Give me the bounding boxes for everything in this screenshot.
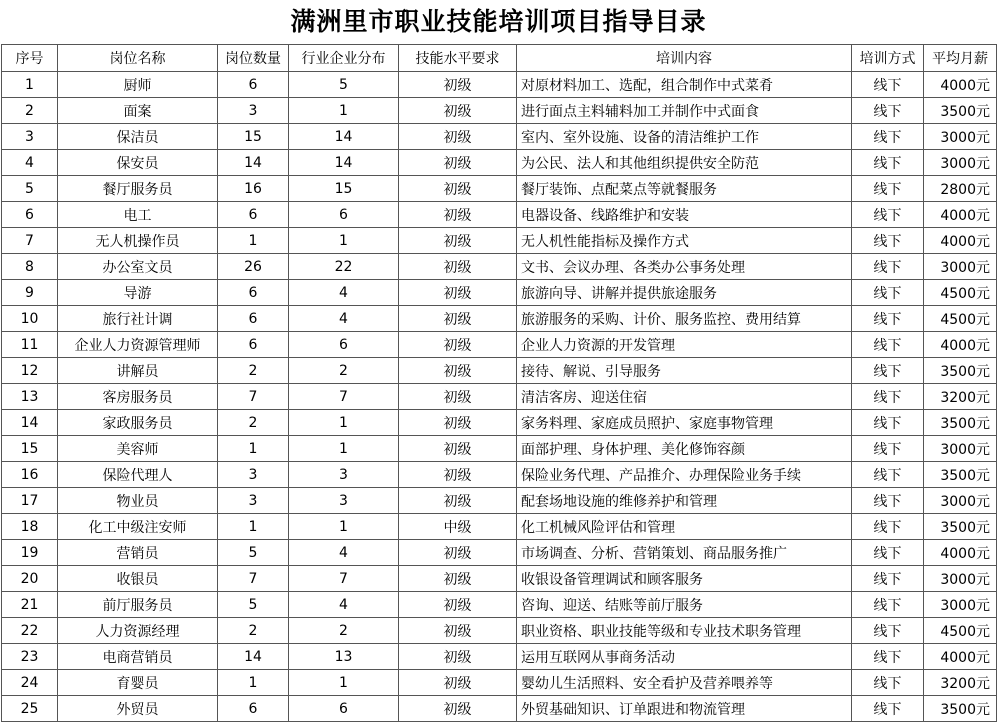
cell-skill-level: 初级	[399, 202, 517, 228]
cell-index: 4	[2, 150, 58, 176]
cell-index: 15	[2, 436, 58, 462]
cell-content: 配套场地设施的维修养护和管理	[517, 488, 852, 514]
cell-distribution: 2	[289, 358, 399, 384]
cell-index: 8	[2, 254, 58, 280]
cell-distribution: 4	[289, 592, 399, 618]
cell-salary: 3200元	[924, 384, 997, 410]
cell-count: 5	[218, 592, 289, 618]
cell-index: 22	[2, 618, 58, 644]
cell-index: 1	[2, 72, 58, 98]
cell-content: 咨询、迎送、结账等前厅服务	[517, 592, 852, 618]
cell-skill-level: 初级	[399, 332, 517, 358]
cell-position: 保洁员	[58, 124, 218, 150]
cell-content: 清洁客房、迎送住宿	[517, 384, 852, 410]
cell-method: 线下	[852, 228, 924, 254]
cell-skill-level: 初级	[399, 254, 517, 280]
table-row	[2, 280, 997, 306]
table-row	[2, 540, 997, 566]
cell-count: 14	[218, 150, 289, 176]
cell-index: 10	[2, 306, 58, 332]
cell-distribution: 15	[289, 176, 399, 202]
cell-skill-level: 初级	[399, 618, 517, 644]
cell-index: 17	[2, 488, 58, 514]
cell-distribution: 4	[289, 540, 399, 566]
cell-count: 6	[218, 306, 289, 332]
cell-count: 6	[218, 280, 289, 306]
cell-salary: 3000元	[924, 566, 997, 592]
cell-distribution: 22	[289, 254, 399, 280]
table-row	[2, 306, 997, 332]
cell-content: 对原材料加工、选配，组合制作中式菜肴	[517, 72, 852, 98]
cell-distribution: 14	[289, 150, 399, 176]
cell-skill-level: 初级	[399, 592, 517, 618]
cell-index: 5	[2, 176, 58, 202]
table-row	[2, 410, 997, 436]
table-row	[2, 358, 997, 384]
cell-skill-level: 初级	[399, 644, 517, 670]
cell-content: 企业人力资源的开发管理	[517, 332, 852, 358]
cell-content: 无人机性能指标及操作方式	[517, 228, 852, 254]
cell-method: 线下	[852, 306, 924, 332]
cell-position: 外贸员	[58, 696, 218, 722]
cell-skill-level: 初级	[399, 150, 517, 176]
cell-distribution: 1	[289, 98, 399, 124]
cell-index: 7	[2, 228, 58, 254]
cell-method: 线下	[852, 150, 924, 176]
cell-skill-level: 初级	[399, 72, 517, 98]
cell-count: 1	[218, 514, 289, 540]
cell-position: 营销员	[58, 540, 218, 566]
cell-salary: 3000元	[924, 254, 997, 280]
cell-distribution: 6	[289, 332, 399, 358]
cell-method: 线下	[852, 280, 924, 306]
cell-content: 运用互联网从事商务活动	[517, 644, 852, 670]
table-row	[2, 98, 997, 124]
table-row	[2, 462, 997, 488]
table-row	[2, 176, 997, 202]
cell-salary: 3000元	[924, 124, 997, 150]
cell-position: 电商营销员	[58, 644, 218, 670]
cell-position: 厨师	[58, 72, 218, 98]
table-row	[2, 202, 997, 228]
cell-index: 9	[2, 280, 58, 306]
cell-count: 14	[218, 644, 289, 670]
cell-position: 电工	[58, 202, 218, 228]
cell-count: 3	[218, 462, 289, 488]
cell-count: 16	[218, 176, 289, 202]
cell-method: 线下	[852, 98, 924, 124]
cell-method: 线下	[852, 436, 924, 462]
cell-method: 线下	[852, 696, 924, 722]
cell-salary: 3500元	[924, 98, 997, 124]
cell-distribution: 3	[289, 462, 399, 488]
cell-skill-level: 初级	[399, 488, 517, 514]
cell-count: 2	[218, 410, 289, 436]
cell-skill-level: 初级	[399, 98, 517, 124]
cell-content: 电器设备、线路维护和安装	[517, 202, 852, 228]
cell-count: 26	[218, 254, 289, 280]
cell-method: 线下	[852, 358, 924, 384]
cell-position: 无人机操作员	[58, 228, 218, 254]
table-row	[2, 488, 997, 514]
cell-position: 保安员	[58, 150, 218, 176]
cell-content: 旅游服务的采购、计价、服务监控、费用结算	[517, 306, 852, 332]
cell-index: 19	[2, 540, 58, 566]
header-row	[2, 45, 997, 72]
cell-salary: 4000元	[924, 540, 997, 566]
table-row	[2, 696, 997, 722]
cell-count: 1	[218, 436, 289, 462]
cell-index: 2	[2, 98, 58, 124]
cell-distribution: 13	[289, 644, 399, 670]
training-table	[1, 44, 997, 722]
cell-count: 15	[218, 124, 289, 150]
cell-salary: 3500元	[924, 358, 997, 384]
cell-skill-level: 初级	[399, 306, 517, 332]
cell-position: 餐厅服务员	[58, 176, 218, 202]
cell-count: 6	[218, 332, 289, 358]
cell-skill-level: 初级	[399, 384, 517, 410]
cell-method: 线下	[852, 670, 924, 696]
cell-count: 6	[218, 72, 289, 98]
table-row	[2, 618, 997, 644]
cell-salary: 4500元	[924, 618, 997, 644]
cell-salary: 4000元	[924, 72, 997, 98]
cell-index: 13	[2, 384, 58, 410]
cell-skill-level: 初级	[399, 462, 517, 488]
cell-distribution: 2	[289, 618, 399, 644]
header-distribution: 行业企业分布	[289, 45, 399, 72]
cell-salary: 4000元	[924, 644, 997, 670]
cell-method: 线下	[852, 514, 924, 540]
cell-content: 化工机械风险评估和管理	[517, 514, 852, 540]
cell-index: 3	[2, 124, 58, 150]
cell-content: 接待、解说、引导服务	[517, 358, 852, 384]
table-row	[2, 566, 997, 592]
table-row	[2, 592, 997, 618]
cell-distribution: 7	[289, 566, 399, 592]
cell-salary: 2800元	[924, 176, 997, 202]
cell-content: 餐厅装饰、点配菜点等就餐服务	[517, 176, 852, 202]
cell-skill-level: 初级	[399, 436, 517, 462]
cell-distribution: 4	[289, 306, 399, 332]
cell-position: 办公室文员	[58, 254, 218, 280]
cell-distribution: 1	[289, 410, 399, 436]
header-method: 培训方式	[852, 45, 924, 72]
cell-method: 线下	[852, 384, 924, 410]
cell-content: 文书、会议办理、各类办公事务处理	[517, 254, 852, 280]
cell-index: 18	[2, 514, 58, 540]
cell-method: 线下	[852, 462, 924, 488]
table-row	[2, 228, 997, 254]
cell-distribution: 6	[289, 696, 399, 722]
cell-count: 3	[218, 488, 289, 514]
cell-method: 线下	[852, 72, 924, 98]
cell-method: 线下	[852, 124, 924, 150]
cell-position: 家政服务员	[58, 410, 218, 436]
cell-position: 讲解员	[58, 358, 218, 384]
cell-distribution: 3	[289, 488, 399, 514]
cell-position: 面案	[58, 98, 218, 124]
cell-skill-level: 初级	[399, 228, 517, 254]
cell-method: 线下	[852, 202, 924, 228]
page-title: 满洲里市职业技能培训项目指导目录	[290, 7, 707, 36]
cell-skill-level: 初级	[399, 280, 517, 306]
cell-count: 5	[218, 540, 289, 566]
cell-index: 12	[2, 358, 58, 384]
table-row	[2, 72, 997, 98]
cell-method: 线下	[852, 592, 924, 618]
cell-skill-level: 初级	[399, 566, 517, 592]
cell-content: 家务料理、家庭成员照护、家庭事物管理	[517, 410, 852, 436]
cell-content: 室内、室外设施、设备的清洁维护工作	[517, 124, 852, 150]
cell-salary: 4000元	[924, 202, 997, 228]
cell-count: 1	[218, 228, 289, 254]
cell-content: 收银设备管理调试和顾客服务	[517, 566, 852, 592]
cell-skill-level: 初级	[399, 670, 517, 696]
cell-index: 25	[2, 696, 58, 722]
cell-salary: 3500元	[924, 514, 997, 540]
cell-index: 23	[2, 644, 58, 670]
table-row	[2, 514, 997, 540]
header-skill-level: 技能水平要求	[399, 45, 517, 72]
cell-position: 收银员	[58, 566, 218, 592]
cell-method: 线下	[852, 540, 924, 566]
cell-index: 14	[2, 410, 58, 436]
cell-distribution: 1	[289, 228, 399, 254]
cell-distribution: 7	[289, 384, 399, 410]
cell-index: 20	[2, 566, 58, 592]
cell-skill-level: 初级	[399, 124, 517, 150]
cell-salary: 4500元	[924, 280, 997, 306]
cell-salary: 3000元	[924, 150, 997, 176]
table-row	[2, 254, 997, 280]
cell-distribution: 1	[289, 436, 399, 462]
cell-count: 6	[218, 202, 289, 228]
cell-salary: 3000元	[924, 488, 997, 514]
cell-distribution: 6	[289, 202, 399, 228]
cell-index: 24	[2, 670, 58, 696]
table-row	[2, 384, 997, 410]
cell-salary: 3000元	[924, 436, 997, 462]
cell-position: 育婴员	[58, 670, 218, 696]
table-row	[2, 644, 997, 670]
cell-skill-level: 中级	[399, 514, 517, 540]
cell-content: 为公民、法人和其他组织提供安全防范	[517, 150, 852, 176]
table-row	[2, 670, 997, 696]
cell-method: 线下	[852, 488, 924, 514]
cell-salary: 3500元	[924, 462, 997, 488]
cell-method: 线下	[852, 566, 924, 592]
cell-skill-level: 初级	[399, 176, 517, 202]
cell-method: 线下	[852, 410, 924, 436]
cell-salary: 3500元	[924, 696, 997, 722]
cell-content: 保险业务代理、产品推介、办理保险业务手续	[517, 462, 852, 488]
table-row	[2, 124, 997, 150]
cell-salary: 4000元	[924, 332, 997, 358]
cell-method: 线下	[852, 644, 924, 670]
cell-index: 11	[2, 332, 58, 358]
cell-count: 3	[218, 98, 289, 124]
cell-count: 7	[218, 566, 289, 592]
cell-count: 6	[218, 696, 289, 722]
header-index: 序号	[2, 45, 58, 72]
cell-position: 前厅服务员	[58, 592, 218, 618]
cell-content: 外贸基础知识、订单跟进和物流管理	[517, 696, 852, 722]
cell-position: 旅行社计调	[58, 306, 218, 332]
cell-position: 导游	[58, 280, 218, 306]
header-salary: 平均月薪	[924, 45, 997, 72]
cell-position: 化工中级注安师	[58, 514, 218, 540]
cell-skill-level: 初级	[399, 540, 517, 566]
cell-distribution: 4	[289, 280, 399, 306]
cell-method: 线下	[852, 332, 924, 358]
cell-count: 1	[218, 670, 289, 696]
header-content: 培训内容	[517, 45, 852, 72]
cell-position: 美容师	[58, 436, 218, 462]
cell-distribution: 14	[289, 124, 399, 150]
cell-position: 企业人力资源管理师	[58, 332, 218, 358]
header-count: 岗位数量	[218, 45, 289, 72]
cell-salary: 3500元	[924, 410, 997, 436]
cell-method: 线下	[852, 254, 924, 280]
cell-position: 客房服务员	[58, 384, 218, 410]
cell-salary: 3200元	[924, 670, 997, 696]
cell-content: 旅游向导、讲解并提供旅途服务	[517, 280, 852, 306]
cell-content: 婴幼儿生活照料、安全看护及营养喂养等	[517, 670, 852, 696]
cell-method: 线下	[852, 176, 924, 202]
cell-count: 2	[218, 618, 289, 644]
cell-position: 保险代理人	[58, 462, 218, 488]
cell-count: 2	[218, 358, 289, 384]
cell-count: 7	[218, 384, 289, 410]
cell-content: 面部护理、身体护理、美化修饰容颜	[517, 436, 852, 462]
cell-index: 16	[2, 462, 58, 488]
cell-skill-level: 初级	[399, 358, 517, 384]
cell-index: 6	[2, 202, 58, 228]
cell-skill-level: 初级	[399, 410, 517, 436]
cell-distribution: 1	[289, 514, 399, 540]
cell-position: 物业员	[58, 488, 218, 514]
table-row	[2, 436, 997, 462]
cell-salary: 4000元	[924, 228, 997, 254]
cell-distribution: 5	[289, 72, 399, 98]
table-row	[2, 332, 997, 358]
cell-distribution: 1	[289, 670, 399, 696]
cell-content: 进行面点主料辅料加工并制作中式面食	[517, 98, 852, 124]
table-row	[2, 150, 997, 176]
cell-salary: 4500元	[924, 306, 997, 332]
cell-salary: 3000元	[924, 592, 997, 618]
cell-content: 职业资格、职业技能等级和专业技术职务管理	[517, 618, 852, 644]
cell-skill-level: 初级	[399, 696, 517, 722]
cell-content: 市场调查、分析、营销策划、商品服务推广	[517, 540, 852, 566]
cell-index: 21	[2, 592, 58, 618]
header-position: 岗位名称	[58, 45, 218, 72]
cell-position: 人力资源经理	[58, 618, 218, 644]
cell-method: 线下	[852, 618, 924, 644]
